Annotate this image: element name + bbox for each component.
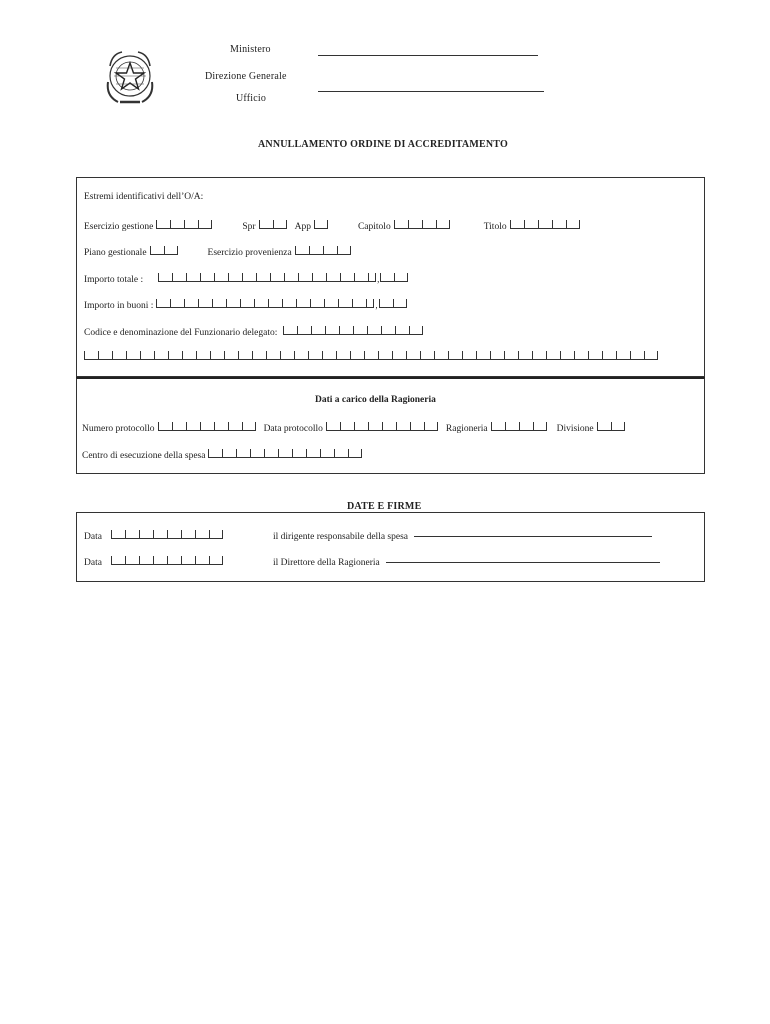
ufficio-label: Ufficio [236, 93, 267, 104]
piano-row [84, 245, 351, 258]
esercizio-provenienza-label: Esercizio provenienza [207, 248, 292, 258]
esercizio-provenienza-field[interactable] [295, 245, 351, 255]
date-e-firme-title: DATE E FIRME [347, 501, 422, 512]
centro-row [82, 448, 362, 461]
importo-totale-field[interactable] [158, 272, 376, 282]
ministero-label: Ministero [230, 44, 271, 55]
divisione-field[interactable] [597, 421, 625, 431]
ragioneria-section [76, 377, 705, 474]
titolo-label: Titolo [483, 222, 507, 232]
firma-dirigente-row [84, 529, 652, 542]
capitolo-label: Capitolo [357, 222, 391, 232]
esercizio-gestione-label: Esercizio gestione [84, 222, 154, 232]
piano-gestionale-label: Piano gestionale [84, 248, 147, 258]
centro-esecuzione-label: Centro di esecuzione della spesa [82, 451, 206, 461]
numero-protocollo-field[interactable] [158, 421, 256, 431]
importo-totale-row [84, 272, 408, 285]
data-2-field[interactable] [111, 555, 223, 565]
divisione-label: Divisione [556, 424, 594, 434]
page-title: ANNULLAMENTO ORDINE DI ACCREDITAMENTO [258, 139, 508, 150]
importo-buoni-decimal-separator: , [375, 300, 378, 310]
importo-buoni-field[interactable] [156, 298, 374, 308]
firma-direttore-line[interactable] [386, 562, 660, 563]
importo-buoni-decimals-field[interactable] [379, 298, 407, 308]
numero-protocollo-label: Numero protocollo [82, 424, 155, 434]
titolo-field[interactable] [510, 219, 580, 229]
app-field[interactable] [314, 219, 328, 229]
firma-dirigente-label: il dirigente responsabile della spesa [272, 532, 409, 542]
esercizio-row [84, 219, 580, 232]
esercizio-gestione-field[interactable] [156, 219, 212, 229]
centro-esecuzione-field[interactable] [208, 448, 362, 458]
importo-totale-decimals-field[interactable] [380, 272, 408, 282]
capitolo-field[interactable] [394, 219, 450, 229]
ragioneria-label: Ragioneria [445, 424, 488, 434]
firma-direttore-label: il Direttore della Ragioneria [272, 558, 380, 568]
data-protocollo-label: Data protocollo [263, 424, 323, 434]
piano-gestionale-field[interactable] [150, 245, 178, 255]
codice-funzionario-row [84, 325, 423, 338]
codice-funzionario-label: Codice e denominazione del Funzionario delegato: [84, 328, 278, 338]
importo-totale-label: Importo totale : [84, 275, 144, 285]
italian-republic-emblem-icon [102, 46, 158, 108]
date-e-firme-section [76, 512, 705, 582]
denominazione-row [84, 350, 658, 360]
importo-buoni-label: Importo in buoni : [84, 301, 154, 311]
data-1-field[interactable] [111, 529, 223, 539]
ragioneria-field[interactable] [491, 421, 547, 431]
data-1-label: Data [84, 532, 102, 542]
direzione-generale-line [318, 91, 544, 92]
data-2-label: Data [84, 558, 102, 568]
app-label: App [294, 222, 311, 232]
importo-buoni-row [84, 298, 407, 311]
ragioneria-section-title: Dati a carico della Ragioneria [315, 395, 436, 405]
spr-label: Spr [242, 222, 256, 232]
spr-field[interactable] [259, 219, 287, 229]
firma-direttore-row [84, 555, 660, 568]
oa-identification-section [76, 177, 705, 377]
ministero-line [318, 55, 538, 56]
importo-totale-decimal-separator: , [377, 274, 380, 284]
denominazione-funzionario-field[interactable] [84, 350, 658, 360]
codice-funzionario-field[interactable] [283, 325, 423, 335]
protocollo-row [82, 421, 625, 434]
firma-dirigente-line[interactable] [414, 536, 652, 537]
estremi-label: Estremi identificativi dell’O/A: [84, 192, 204, 202]
direzione-generale-label: Direzione Generale [205, 71, 287, 82]
data-protocollo-field[interactable] [326, 421, 438, 431]
